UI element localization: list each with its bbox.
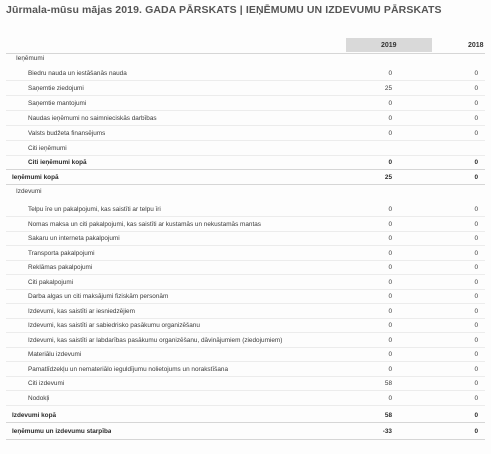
row-label: Naudas ieņēmumi no saimnieciskās darbības — [28, 115, 157, 122]
value-2018: 0 — [474, 70, 478, 77]
value-2018: 0 — [474, 365, 478, 373]
value-2018: 0 — [474, 85, 478, 92]
expense-row — [0, 277, 491, 289]
value-2019: 0 — [388, 70, 392, 77]
value-2018: 0 — [474, 380, 478, 387]
row-divider — [6, 347, 485, 348]
row-label: Valsts budžeta finansējums — [28, 130, 106, 137]
expense-row — [0, 335, 491, 347]
year-2018-header: 2018 — [468, 42, 484, 49]
value-2019: 0 — [388, 220, 392, 228]
value-2019: 0 — [388, 394, 392, 402]
row-divider — [6, 216, 485, 217]
expense-row — [0, 248, 491, 260]
value-2018: 0 — [474, 159, 478, 166]
value-2019: 58 — [384, 380, 392, 387]
row-divider — [6, 289, 485, 290]
row-label: Ieņēmumi kopā — [12, 174, 59, 181]
page-title: Jūrmala-mūsu mājas 2019. GADA PĀRSKATS | IEŅĒMUMU UN IZDEVUMU PĀRSKATS — [6, 4, 442, 16]
balance-row — [0, 426, 491, 438]
value-2018: 0 — [474, 174, 478, 181]
row-divider — [6, 332, 485, 333]
value-2019: 0 — [388, 115, 392, 122]
value-2019: 0 — [388, 336, 392, 344]
row-label: Citi pakalpojumi — [28, 278, 74, 286]
row-label: Darba algas un citi maksājumi fiziskām personām — [28, 293, 169, 300]
value-2018: 0 — [474, 220, 478, 228]
row-divider — [6, 95, 485, 96]
value-2019: 0 — [388, 365, 392, 373]
expenses-total-row — [0, 410, 491, 422]
row-divider — [6, 231, 485, 232]
value-2019: 0 — [388, 159, 392, 166]
expense-row — [0, 219, 491, 231]
row-label: Saņemtie mantojumi — [28, 100, 87, 107]
value-2018: 0 — [474, 249, 478, 257]
row-label: Citi izdevumi — [28, 380, 65, 387]
value-2019: 0 — [388, 278, 392, 286]
value-2019: 0 — [388, 322, 392, 329]
income-row — [0, 143, 491, 155]
value-2018: 0 — [474, 264, 478, 271]
expense-row — [0, 320, 491, 332]
value-2019: 58 — [384, 412, 392, 419]
section-heading-label: Ieņēmumi — [16, 55, 45, 62]
value-2019: 0 — [388, 235, 392, 242]
value-2018: 0 — [474, 235, 478, 242]
value-2018: 0 — [474, 130, 478, 137]
row-divider — [6, 274, 485, 275]
row-divider — [6, 376, 485, 377]
expense-row — [0, 349, 491, 361]
value-2019: 0 — [388, 351, 392, 358]
row-divider — [6, 390, 485, 391]
year-2019-header: 2019 — [381, 42, 397, 49]
row-divider — [6, 184, 485, 185]
row-divider — [6, 260, 485, 261]
row-label: Telpu īre un pakalpojumi, kas saistīti ar telpu īri — [28, 206, 161, 213]
income-row — [0, 68, 491, 80]
row-divider — [6, 140, 485, 141]
value-2018: 0 — [474, 322, 478, 329]
income-row — [0, 128, 491, 140]
income-total-row — [0, 172, 491, 184]
section-heading-label: Izdevumi — [16, 188, 42, 195]
expense-row — [0, 233, 491, 245]
value-2019: 0 — [388, 249, 392, 257]
value-2018: 0 — [474, 100, 478, 107]
row-divider — [6, 361, 485, 362]
value-2018: 0 — [474, 278, 478, 286]
row-label: Izdevumi kopā — [12, 412, 57, 419]
row-label: Ieņēmumu un izdevumu starpība — [12, 428, 112, 435]
income-row — [0, 98, 491, 110]
row-divider — [6, 303, 485, 304]
row-divider — [6, 422, 485, 423]
row-label: Nomas maksa un citi pakalpojumi, kas saistīti ar kustamās un nekustamās mantas — [28, 220, 261, 228]
row-divider — [6, 245, 485, 246]
value-2018: 0 — [474, 115, 478, 122]
value-2019: 25 — [384, 174, 392, 181]
row-label: Biedru nauda un iestāšanās nauda — [28, 70, 127, 77]
value-2019: 0 — [388, 100, 392, 107]
row-label: Reklāmas pakalpojumi — [28, 264, 93, 271]
expenses-section-heading — [0, 186, 491, 198]
row-label: Citi ieņēmumi kopā — [28, 159, 87, 166]
expense-row — [0, 364, 491, 376]
value-2018: 0 — [474, 351, 478, 358]
value-2018: 0 — [474, 336, 478, 344]
expense-row — [0, 306, 491, 318]
row-divider — [6, 169, 485, 170]
value-2019: 0 — [388, 307, 392, 315]
row-label: Izdevumi, kas saistīti ar labdarības pasākumu organizēšanu, dāvinājumiem (ziedojumiem) — [28, 336, 283, 344]
row-label: Izdevumi, kas saistīti ar iesniedzējiem — [28, 307, 135, 315]
expense-row — [0, 393, 491, 405]
row-label: Pamatlīdzekļu un nemateriālo ieguldījumu nolietojums un norakstīšana — [28, 365, 228, 373]
row-divider — [6, 405, 485, 406]
value-2018: 0 — [474, 307, 478, 315]
value-2019: 0 — [388, 206, 392, 213]
expense-row — [0, 262, 491, 274]
income-section-heading — [0, 53, 491, 65]
value-2019: 0 — [388, 293, 392, 300]
row-label: Sakaru un interneta pakalpojumi — [28, 235, 120, 242]
value-2018: 0 — [474, 394, 478, 402]
value-2019: -33 — [382, 428, 392, 435]
expense-row — [0, 291, 491, 303]
row-divider — [6, 318, 485, 319]
other-income-total-row — [0, 157, 491, 169]
row-divider — [6, 155, 485, 156]
row-divider — [6, 80, 485, 81]
row-divider — [6, 110, 485, 111]
row-label: Citi ieņēmumi — [28, 145, 67, 152]
value-2018: 0 — [474, 293, 478, 300]
value-2018: 0 — [474, 206, 478, 213]
value-2018: 0 — [474, 412, 478, 419]
row-label: Transporta pakalpojumi — [28, 249, 95, 257]
row-label: Saņemtie ziedojumi — [28, 85, 84, 92]
row-label: Izdevumi, kas saistīti ar sabiedrisko pasākumu organizēšanu — [28, 322, 200, 329]
expense-row — [0, 378, 491, 390]
income-row — [0, 113, 491, 125]
value-2018: 0 — [474, 428, 478, 435]
expense-row — [0, 204, 491, 216]
row-divider — [6, 439, 485, 440]
income-row — [0, 83, 491, 95]
value-2019: 0 — [388, 130, 392, 137]
row-label: Nodokļi — [28, 394, 50, 402]
value-2019: 0 — [388, 264, 392, 271]
row-label: Materiālu izdevumi — [28, 351, 82, 358]
row-divider — [6, 125, 485, 126]
value-2019: 25 — [384, 85, 392, 92]
